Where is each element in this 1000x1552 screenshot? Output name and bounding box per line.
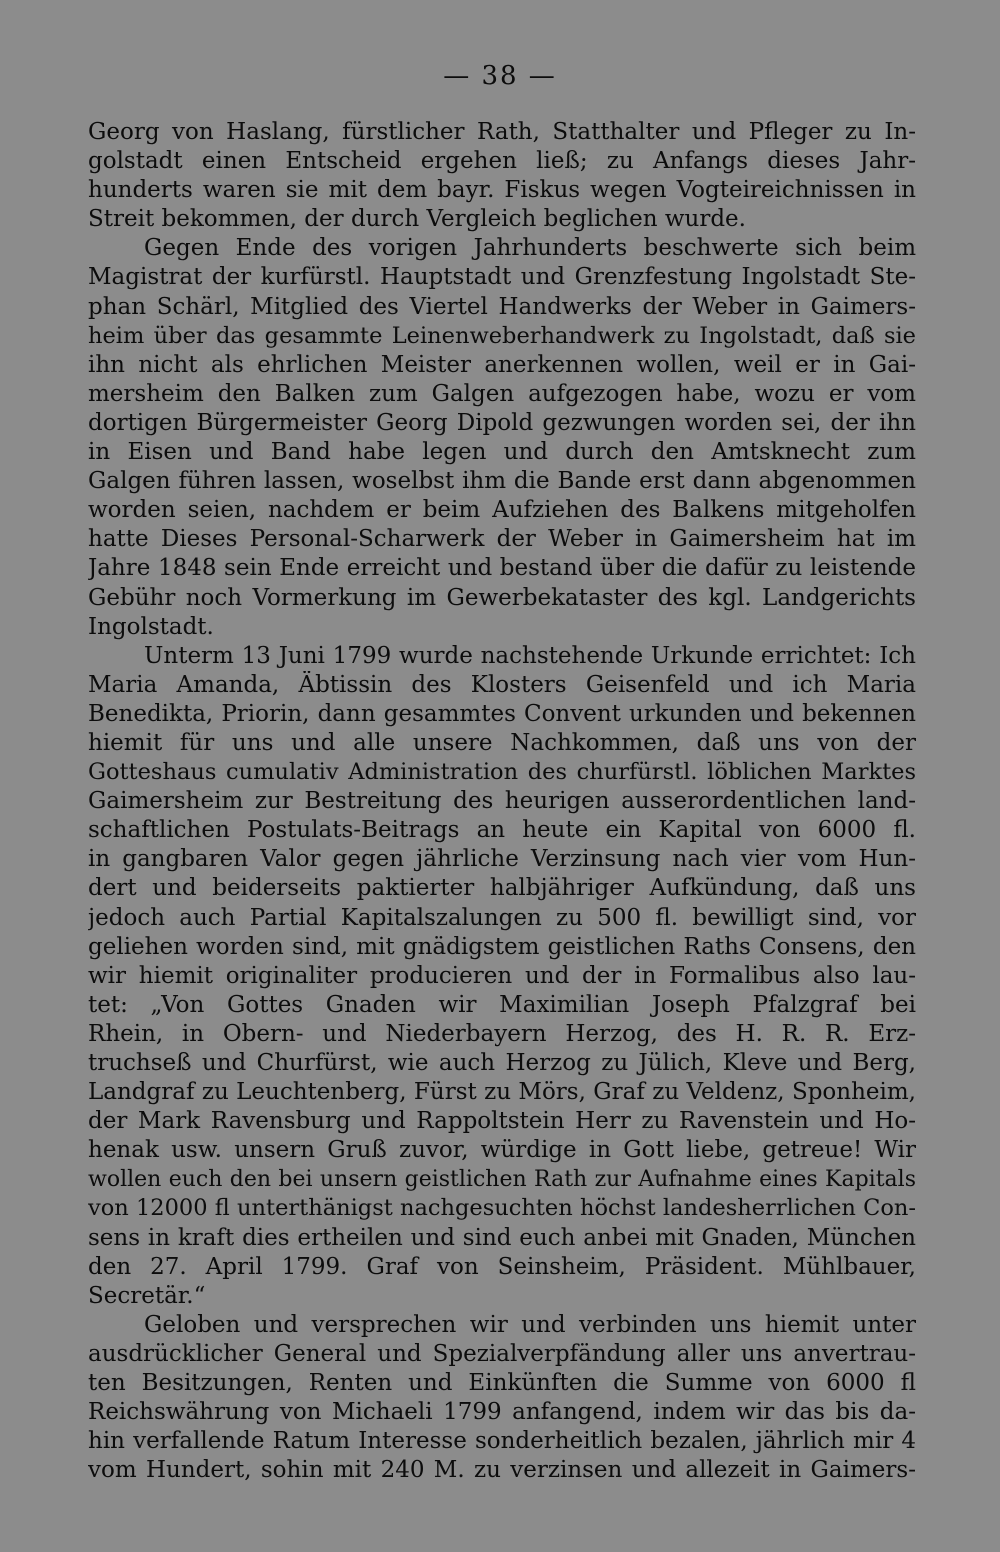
text-line: mersheim den Balken zum Galgen aufgezogen habe, wozu er vom [88, 380, 916, 407]
text-line: Geloben und versprechen wir und verbinden uns hiemit unter [144, 1311, 916, 1338]
text-line: Georg von Haslang, fürstlicher Rath, Statthalter und Pfleger zu In- [88, 119, 916, 145]
text-line: Ingolstadt. [88, 613, 214, 640]
text-line: schaftlichen Postulats-Beitrags an heute ein Kapital von 6000 fl. [88, 817, 916, 844]
text-line: Unterm 13 Juni 1799 wurde nachstehende Urkunde errichtet: Ich [144, 642, 916, 669]
text-line: truchseß und Churfürst, wie auch Herzog zu Jülich, Kleve und Berg, [88, 1050, 916, 1076]
text-line: Magistrat der kurfürstl. Hauptstadt und Grenzfestung Ingolstadt Ste- [88, 264, 916, 291]
text-line: dert und beiderseits paktierter halbjähriger Aufkündung, daß uns [88, 875, 916, 902]
text-line: hin verfallende Ratum Interesse sonderheitlich bezalen, jährlich mir 4 [88, 1428, 916, 1455]
text-line: Reichswährung von Michaeli 1799 anfangend, indem wir das bis da- [88, 1399, 916, 1426]
text-line: hatte Dieses Personal-Scharwerk der Weber in Gaimersheim hat im [88, 526, 916, 553]
text-line: Rhein, in Obern- und Niederbayern Herzog, des H. R. R. Erz- [88, 1020, 916, 1047]
text-line: ihn nicht als ehrlichen Meister anerkennen wollen, weil er in Gai- [88, 351, 916, 378]
text-line: Secretär.“ [88, 1282, 206, 1309]
text-line: henak usw. unsern Gruß zuvor, würdige in Gott liebe, getreue! Wir [88, 1137, 916, 1164]
text-line: Maria Amanda, Äbtissin des Klosters Geisenfeld und ich Maria [88, 671, 916, 698]
body-text [88, 118, 916, 1485]
text-line: sens in kraft dies ertheilen und sind euch anbei mit Gnaden, München [88, 1224, 916, 1251]
text-line: von 12000 fl unterthänigst nachgesuchten höchst landesherrlichen Con- [88, 1195, 916, 1222]
text-line: Jahre 1848 sein Ende erreicht und bestand über die dafür zu leistende [88, 555, 916, 582]
text-line: wollen euch den bei unsern geistlichen Rath zur Aufnahme eines Kapitals [88, 1167, 916, 1193]
text-line: Galgen führen lassen, woselbst ihm die Bande erst dann abgenommen [88, 468, 916, 495]
text-line: ten Besitzungen, Renten und Einkünften die Summe von 6000 fl [88, 1370, 916, 1397]
text-line: Gotteshaus cumulativ Administration des churfürstl. löblichen Marktes [88, 759, 916, 786]
text-line: Gegen Ende des vorigen Jahrhunderts beschwerte sich beim [144, 235, 916, 262]
text-line: Streit bekommen, der durch Vergleich beglichen wurde. [88, 206, 746, 233]
text-line: Landgraf zu Leuchtenberg, Fürst zu Mörs, Graf zu Veldenz, Sponheim, [88, 1079, 916, 1106]
text-line: vom Hundert, sohin mit 240 M. zu verzinsen und allezeit in Gaimers- [88, 1457, 916, 1484]
text-line: Gaimersheim zur Bestreitung des heurigen ausserordentlichen land- [88, 788, 916, 815]
text-line: hiemit für uns und alle unsere Nachkommen, daß uns von der [88, 729, 916, 756]
text-line: in Eisen und Band habe legen und durch den Amtsknecht zum [88, 439, 916, 466]
text-line: der Mark Ravensburg und Rappoltstein Herr zu Ravenstein und Ho- [88, 1108, 916, 1135]
page-number: — 38 — [443, 61, 557, 91]
text-line: den 27. April 1799. Graf von Seinsheim, Präsident. Mühlbauer, [88, 1253, 916, 1280]
text-line: worden seien, nachdem er beim Aufziehen des Balkens mitgeholfen [88, 497, 916, 524]
text-line: hunderts waren sie mit dem bayr. Fiskus wegen Vogteireichnissen in [88, 177, 916, 204]
text-line: Gebühr noch Vormerkung im Gewerbekataster des kgl. Landgerichts [88, 584, 916, 611]
text-line: heim über das gesammte Leinenweberhandwerk zu Ingolstadt, daß sie [88, 322, 916, 349]
text-line: jedoch auch Partial Kapitalszalungen zu 500 fl. bewilligt sind, vor [88, 904, 916, 931]
text-line: wir hiemit originaliter producieren und der in Formalibus also lau- [88, 962, 916, 989]
text-line: tet: „Von Gottes Gnaden wir Maximilian Joseph Pfalzgraf bei [88, 991, 916, 1018]
text-line: golstadt einen Entscheid ergehen ließ; zu Anfangs dieses Jahr- [88, 148, 916, 175]
text-line: Benedikta, Priorin, dann gesammtes Convent urkunden und bekennen [88, 700, 916, 727]
text-line: ausdrücklicher General und Spezialverpfändung aller uns anvertrau- [88, 1340, 916, 1367]
text-line: geliehen worden sind, mit gnädigstem geistlichen Raths Consens, den [88, 933, 916, 960]
text-line: in gangbaren Valor gegen jährliche Verzinsung nach vier vom Hun- [88, 846, 916, 873]
text-line: dortigen Bürgermeister Georg Dipold gezwungen worden sei, der ihn [88, 409, 916, 436]
text-line: phan Schärl, Mitglied des Viertel Handwerks der Weber in Gaimers- [88, 293, 916, 320]
